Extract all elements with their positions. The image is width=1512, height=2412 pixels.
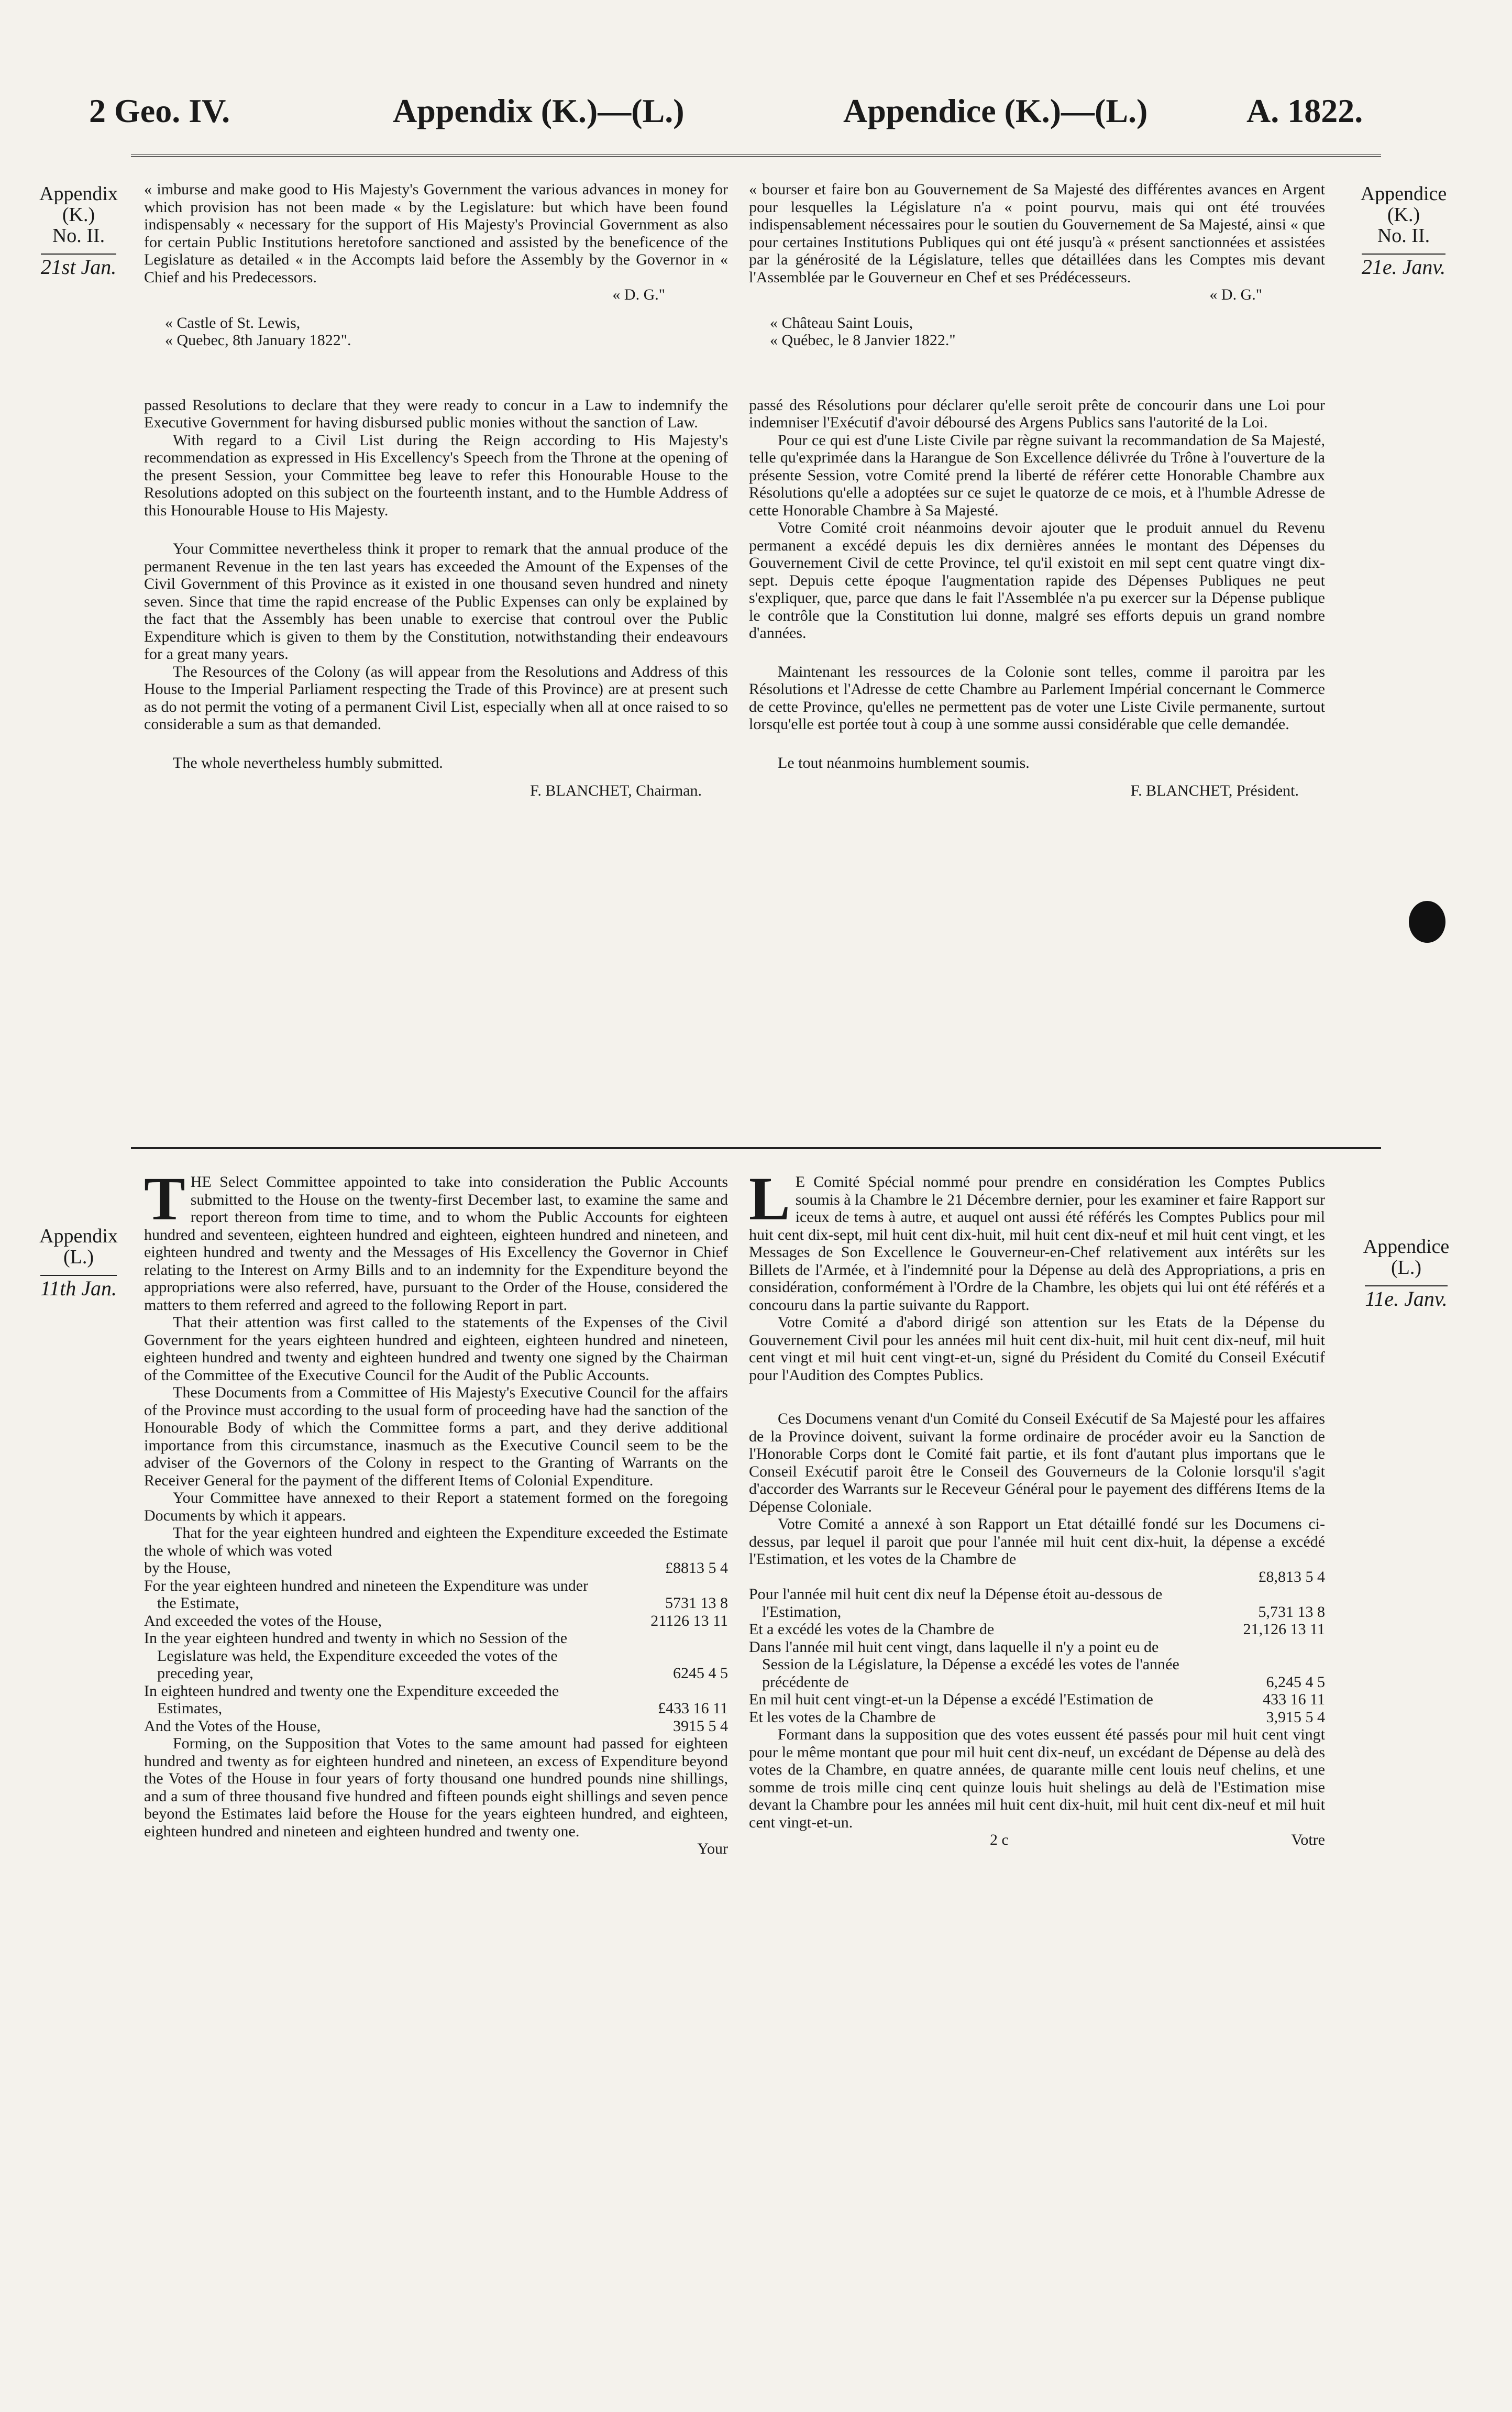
ledger-row [144,1577,728,1612]
ledger-amount: 6245 4 5 [673,1665,728,1682]
paragraph: Your Committee nevertheless think it proper to remark that the annual produce of the permanent Revenue in the ten last years has exceeded the Amount of the Expenses of the Civil Government of this Province as it existed in one thousand seven hundred and ninety seven. Since that time the rapid encrease of the Public Expenses can only be explained by the fact that the Assembly has been unable to exercise that controul over the Public Expenditure which is given to them by the Constitution, notwithstanding their endeavours for a great many years. [144,540,728,663]
date-line: « Québec, le 8 Janvier 1822." [770,332,956,349]
margin-appendix-letter: (K.) [1387,204,1420,226]
margin-appendix-letter: (L.) [1390,1257,1422,1279]
paragraph: Votre Comité a d'abord dirigé son attention sur les Etats de la Dépense du Gouvernement Civil pour les années mil huit cent dix-huit, mil huit cent dix-neuf, mil huit cent vingt et mil huit cent vingt-et-un, signé du Président du Comité du Conseil Exécutif pour l'Audition des Comptes Publics. [749,1314,1325,1384]
ledger-amount: 21,126 13 11 [1243,1621,1325,1638]
ledger-label: by the House, [144,1559,231,1577]
ledger-label: Et les votes de la Chambre de [749,1708,936,1726]
section-divider [131,1147,1381,1149]
spacer [749,349,1325,397]
paragraph: The Resources of the Colony (as will appear from the Resolutions and Address of this House to the Imperial Parliament respecting the Trade of this Province) are at present such as do not permit the voting of a permanent Civil List, especially when all at once raised to so considerable a sum as that demanded. [144,663,728,733]
paragraph: Formant dans la supposition que des votes eussent été passés pour mil huit cent vingt pour le même montant que pour mil huit cent dix-neuf, un excédant de Dépense au delà des votes de la Chambre, en quatre années, de quarante mille cent louis neuf chelins, et une somme de trois mille cinq cent quinze louis huit shelings au delà de l'Estimation mise devant la Chambre pour les années mil huit cent dix-huit, mil huit cent dix-neuf et mil huit cent vingt-et-un. [749,1726,1325,1831]
ledger-row [144,1559,728,1577]
ledger-row [749,1621,1325,1638]
expenditure-ledger [749,1568,1325,1726]
spacer [144,519,728,540]
margin-date: 21st Jan. [41,254,116,278]
header-appendix-en: Appendix (K.)—(L.) [393,92,685,129]
place-line: « Castle of St. Lewis, [165,314,301,332]
margin-appendix-number: No. II. [52,225,105,247]
margin-appendix-letter: (L.) [63,1246,94,1268]
paragraph: passed Resolutions to declare that they were ready to concur in a Law to indemnify the Executive Government for having disbursed public monies without the sanction of Law. [144,396,728,431]
president-signature: F. BLANCHET, Président. [1130,782,1299,799]
margin-note-l-right [1336,1236,1477,1310]
ledger-row [144,1682,728,1717]
paragraph: These Documents from a Committee of His Majesty's Executive Council for the affairs of the Province must according to the usual form of proceeding have had the sanction of the Honourable Body of which the Committee forms a part, and they derive additional importance from this circumstance, inasmuch as the Executive Council seem to be the adviser of the Governors of the Colony in respect to the Granting of Warrants on the Receiver General for the payment of the different Items of Colonial Expenditure. [144,1384,728,1489]
paragraph: Ces Documens venant d'un Comité du Conseil Exécutif de Sa Majesté pour les affaires de la Province doivent, suivant la forme ordinaire de procéder avoir eu la Sanction de l'Honorable Corps dont le Comité fait partie, et ils font d'autant plus importans que le Conseil Exécutif paroit être le Conseil des Gouverneurs de la Colonie lorsqu'il s'agit d'accorder des Warrants sur le Receveur Général pour le payement des différens Items de la Dépense Coloniale. [749,1410,1325,1515]
ledger-row [749,1709,1325,1726]
catchword: Your [697,1840,728,1857]
paragraph: Pour ce qui est d'une Liste Civile par règne suivant la recommandation de Sa Majesté, telle qu'exprimée dans la Harangue de Son Excellence délivrée du Trône à l'ouverture de la présente Session, votre Comité prend la liberté de référer cette Honorable Chambre aux Résolutions qu'elle a adoptées sur ce sujet le quatorze de ce mois, et à l'humble Adresse de cette Honorable Chambre à Sa Majesté. [749,431,1325,519]
paragraph: Forming, on the Supposition that Votes to the same amount had passed for eighteen hundred and twenty as for eighteen hundred and nineteen, an excess of Expenditure beyond the Votes of the House in four years of forty thousand one hundred pounds nine shillings, and a sum of three thousand five hundred and fifteen pounds eight shillings and seven pence beyond the Estimates laid before the House for the years eighteen hundred, and eighteen, eighteen hundred and nineteen and eighteen hundred and twenty one. [144,1735,728,1840]
quoted-message: « imburse and make good to His Majesty's Government the various advances in money for which provision has not been made « by the Legislature: but which have been found indispensably « necessary for the support of His Majesty's Provincial Government as also for certain Public Institutions heretofore sanctioned and assisted by the beneficence of the Legislature as detailed « in the Accompts laid before the Assembly by the Governor in « Chief and his Predecessors. [144,181,728,286]
appendix-l-french [749,1164,1325,1849]
catchword: Votre [1291,1831,1325,1848]
ledger-row [749,1691,1325,1709]
ledger-label: En mil huit cent vingt-et-un la Dépense a excédé l'Estimation de [749,1691,1153,1708]
margin-appendix-number: No. II. [1377,225,1430,247]
ledger-amount: £433 16 11 [658,1700,728,1717]
spacer [749,733,1325,754]
spacer [749,1384,1325,1410]
ledger-label: Et a excédé les votes de la Chambre de [749,1621,995,1638]
expenditure-ledger [144,1559,728,1735]
margin-appendix-label: Appendice [1363,1236,1450,1258]
ledger-label: In the year eighteen hundred and twenty in which no Session of the Legislature was held, the Expenditure exceeded the votes of the preceding year, [144,1629,568,1682]
ledger-amount: 21126 13 11 [650,1612,728,1629]
chairman-signature: F. BLANCHET, Chairman. [530,782,702,799]
paragraph: Votre Comité croit néanmoins devoir ajouter que le produit annuel du Revenu permanent a excédé depuis les dix dernières années le montant des Dépenses du Gouvernement Civil de cette Province, tel qu'il existoit en mil sept cent quatre vingt dix-sept. Depuis cette époque l'augmentation rapide des Dépenses Publiques ne peut s'expliquer, que, parce que dans le fait l'Assemblée n'a pu exercer sur la Dépense publique le contrôle que la Constitution lui donne, malgré ses efforts depuis un grand nombre d'années. [749,519,1325,642]
appendix-k-english [144,181,728,800]
ledger-amount: 433 16 11 [1263,1691,1325,1708]
appendix-l-english [144,1164,728,1858]
ledger-label: For the year eighteen hundred and nineteen the Expenditure was under the Estimate, [144,1577,589,1612]
header-rule [131,155,1381,160]
ledger-row [144,1717,728,1735]
paragraph: That for the year eighteen hundred and eighteen the Expenditure exceeded the Estimate the whole of which was voted [144,1524,728,1559]
margin-appendix-label: Appendix [39,183,118,205]
quoted-message: « bourser et faire bon au Gouvernement de Sa Majesté des différentes avances en Argent pour lesquelles la Législature n'a « point pourvu, mais qui ont été trouvées indispensablement nécessaires pour le soutien du Gouvernement de Sa Majesté, ainsi « que pour certaines Institutions Publiques qui ont été jusqu'à « présent sanctionnées et assistées par la générosité de la Législature, telles que détaillées dans les Comptes mis devant l'Assemblée par le Gouverneur en Chef et ses Prédécesseurs. [749,181,1325,286]
ledger-row [749,1585,1325,1621]
spacer [144,349,728,397]
paragraph: With regard to a Civil List during the Reign according to His Majesty's recommendation as expressed in His Excellency's Speech from the Throne at the opening of the present Session, your Committee beg leave to refer this Honourable House to the Resolutions adopted on this subject on the fourteenth instant, and to the Humble Address of this Honourable House to His Majesty. [144,431,728,519]
page-header [79,92,1433,149]
ledger-amount: 3915 5 4 [673,1717,728,1735]
quote-signature: « D. G." [1209,286,1262,303]
paragraph: Votre Comité a annexé à son Rapport un Etat détaillé fondé sur les Documens ci-dessus, par lequel il paroit que pour l'année mil huit cent dix-huit, la dépense a excédé l'Estimation, et les votes de la Chambre de [749,1515,1325,1568]
ledger-row [144,1612,728,1630]
ledger-amount: 5731 13 8 [665,1594,728,1612]
paragraph: LE Comité Spécial nommé pour prendre en considération les Comptes Publics soumis à la Chambre le 21 Décembre dernier, pour les examiner et faire Rapport sur iceux de tems à autre, et auquel ont aussi été référés les Comptes Publics pour mil huit cent dix-sept, mil huit cent dix-huit, mil huit cent dix-neuf et mil huit cent vingt, et les Messages de Son Excellence le Gouverneur-en-Chef relativement aux intérêts sur les Billets de l'Armée, et à l'indemnité pour la Dépense au delà des Appropriations, a pris en considération, conformément à l'Ordre de la Chambre, les objets qui lui ont été référés et a concouru dans la partie suivante du Rapport. [749,1164,1325,1314]
ledger-amount: £8813 5 4 [665,1559,728,1577]
paragraph: Your Committee have annexed to their Report a statement formed on the foregoing Documents by which it appears. [144,1489,728,1524]
header-appendix-fr: Appendice (K.)—(L.) [843,92,1148,129]
margin-appendix-label: Appendix [39,1225,118,1247]
margin-appendix-letter: (K.) [62,204,95,226]
closing-line: Le tout néanmoins humblement soumis. [778,754,1030,772]
margin-appendix-label: Appendice [1360,183,1447,205]
paragraph: Maintenant les ressources de la Colonie sont telles, comme il paroitra par les Résolutions et l'Adresse de cette Chambre au Parlement Impérial concernant le Commerce de cette Province, qu'elles ne permettent pas de voter une Liste Civile permanente, surtout lorsqu'elle est portée tout à coup à une somme aussi considérable que celle demandée. [749,663,1325,733]
ledger-row [749,1568,1325,1586]
place-line: « Château Saint Louis, [770,314,913,332]
margin-note-k-left [21,183,136,278]
ledger-label: And exceeded the votes of the House, [144,1612,382,1629]
spacer [749,772,1325,782]
ledger-label: And the Votes of the House, [144,1717,321,1735]
page-foot [749,1831,1325,1849]
margin-date: 11e. Janv. [1365,1285,1447,1309]
header-regnal-year: 2 Geo. IV. [89,92,230,129]
margin-note-l-left [21,1226,136,1299]
margin-note-k-right [1330,183,1477,278]
signature-mark: 2 c [990,1831,1009,1848]
ledger-amount: 3,915 5 4 [1266,1708,1325,1726]
paragraph: That their attention was first called to the statements of the Expenses of the Civil Government for the years eighteen hundred and eighteen, eighteen hundred and nineteen, eighteen hundred and twenty and eighteen hundred and twenty one signed by the Chairman of the Committee of the Executive Council for the Audit of the Public Accounts. [144,1314,728,1384]
header-year: A. 1822. [1246,92,1363,129]
paragraph: passé des Résolutions pour déclarer qu'elle seroit prête de concourir dans une Loi pour indemniser l'Exécutif d'avoir déboursé des Argens Publics sans l'autorité de la Loi. [749,396,1325,431]
spacer [144,733,728,754]
spacer [144,772,728,782]
paragraph: THE Select Committee appointed to take into consideration the Public Accounts submitted to the House on the twenty-first December last, to examine the same and report thereon from time to time, and to whom the Public Accounts for eighteen hundred and seventeen, eighteen hundred and eighteen, eighteen hundred and nineteen, and eighteen hundred and twenty and the Messages of His Excellency the Governor in Chief relating to the Interest on Army Bills and to an indemnity for the Expenditure beyond the appropriations were also referred, have, pursuant to the Order of the House, considered the matters to them referred and agreed to the following Report in part. [144,1164,728,1314]
date-line: « Quebec, 8th January 1822". [165,332,351,349]
ledger-row [144,1629,728,1682]
ledger-amount: 5,731 13 8 [1258,1603,1325,1621]
appendix-k-french [749,181,1325,800]
ledger-amount: £8,813 5 4 [1258,1568,1325,1585]
margin-date: 11th Jan. [40,1275,117,1299]
ledger-label: In eighteen hundred and twenty one the Expenditure exceeded the Estimates, [144,1682,559,1717]
ink-blot [1409,901,1445,943]
quote-signature: « D. G." [612,286,665,303]
ledger-amount: 6,245 4 5 [1266,1673,1325,1691]
spacer [749,642,1325,663]
ledger-label: Pour l'année mil huit cent dix neuf la Dépense étoit au-dessous de l'Estimation, [749,1585,1163,1621]
ledger-label [749,1568,1205,1586]
closing-line: The whole nevertheless humbly submitted. [173,754,443,772]
ledger-label: Dans l'année mil huit cent vingt, dans laquelle il n'y a point eu de Session de la Législature, la Dépense a excédé les votes de l'année précédente de [749,1638,1179,1691]
ledger-row [749,1638,1325,1691]
margin-date: 21e. Janv. [1362,254,1445,278]
